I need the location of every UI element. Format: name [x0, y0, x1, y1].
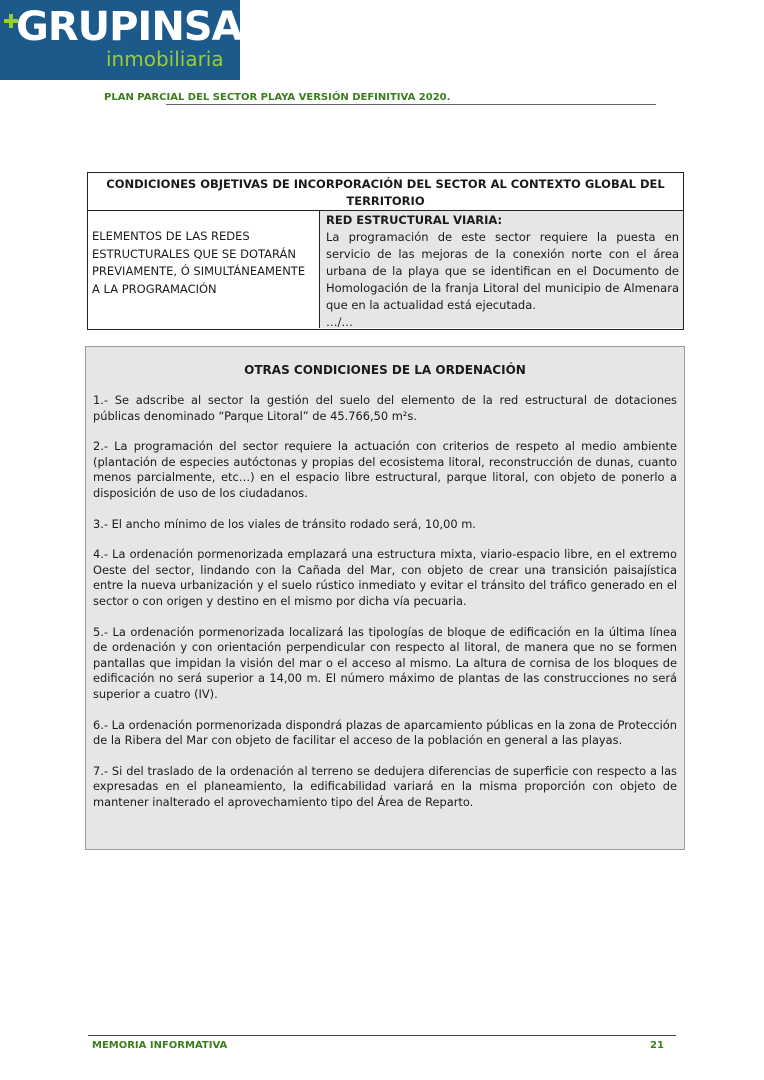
plan-title: PLAN PARCIAL DEL SECTOR PLAYA VERSIÓN DEFINITIVA 2020. [104, 92, 451, 103]
condition-item: 4.- La ordenación pormenorizada emplazará una estructura mixta, viario-espacio libre, en el extremo Oeste del sector, lindando con la Cañada del Mar, con objeto de crear una transición paisajística entre la nueva urbanización y el suelo rústico inmediato y evitar el tránsito del tráfico generado en el sector o con origen y destino en el mismo por dicha vía pecuaria. [93, 547, 677, 608]
condition-item: 1.- Se adscribe al sector la gestión del suelo del elemento de la red estructural de dotaciones públicas denominado “Parque Litoral” de 45.766,50 m²s. [93, 393, 677, 423]
footer-rule [88, 1035, 676, 1036]
footer-section-title: MEMORIA INFORMATIVA [92, 1040, 228, 1051]
condition-item: 2.- La programación del sector requiere la actuación con criterios de respeto al medio ambiente (plantación de especies autóctonas y propias del ecosistema litoral, reconstrucción de dunas, cuanto menos parcialmente, etc…) en el espacio libre estructural, parque litoral, con objeto de ponerlo a disposición de uso de los ciudadanos. [93, 439, 677, 500]
otras-condiciones-box [85, 346, 685, 850]
logo-subtitle: inmobiliaria [106, 47, 224, 71]
conditions-table [87, 172, 684, 330]
conditions-table-heading: CONDICIONES OBJETIVAS DE INCORPORACIÓN DEL SECTOR AL CONTEXTO GLOBAL DEL TERRITORIO [88, 173, 683, 211]
company-logo [0, 0, 240, 80]
red-estructural-title: RED ESTRUCTURAL VIARIA: [326, 213, 503, 227]
red-estructural-text: La programación de este sector requiere la puesta en servicio de las mejoras de la conexión norte con el área urbana de la playa que se identifican en el Documento de Homologación de la franja Litoral del municipio de Almenara que en la actualidad está ejecutada. [326, 230, 679, 312]
logo-brand: GRUPINSA [16, 4, 242, 50]
condition-item: 3.- El ancho mínimo de los viales de tránsito rodado será, 10,00 m. [93, 516, 476, 531]
page-number: 21 [650, 1040, 664, 1051]
condition-item: 6.- La ordenación pormenorizada dispondrá plazas de aparcamiento públicas en la zona de Protección de la Ribera del Mar con objeto de facilitar el acceso de la población en general a las playas. [93, 717, 677, 748]
conditions-table-row [88, 211, 683, 328]
otras-condiciones-heading: OTRAS CONDICIONES DE LA ORDENACIÓN [244, 363, 526, 377]
continuation-mark: …/… [326, 315, 353, 329]
condition-item: 5.- La ordenación pormenorizada localizará las tipologías de bloque de edificación en la última línea de ordenación y con orientación perpendicular con respecto al litoral, de manera que no se formen pantallas que impidan la visión del mar o el acceso al mismo. La altura de cornisa de los bloques de edificación no será superior a 14,00 m. El número máximo de plantas de las construcciones no será superior a cuatro (IV). [93, 624, 677, 701]
condition-item: 7.- Si del traslado de la ordenación al terreno se dedujera diferencias de superficie con respecto a las expresadas en el planeamiento, la edificabilidad variará en la misma proporción con objeto de mantener inalterado el aprovechamiento tipo del Área de Reparto. [93, 763, 677, 809]
conditions-left-cell: ELEMENTOS DE LAS REDES ESTRUCTURALES QUE SE DOTARÁN PREVIAMENTE, Ó SIMULTÁNEAMENTE A LA PROGRAMACIÓN [88, 211, 320, 328]
conditions-right-cell [320, 211, 683, 328]
header-rule [166, 104, 656, 105]
